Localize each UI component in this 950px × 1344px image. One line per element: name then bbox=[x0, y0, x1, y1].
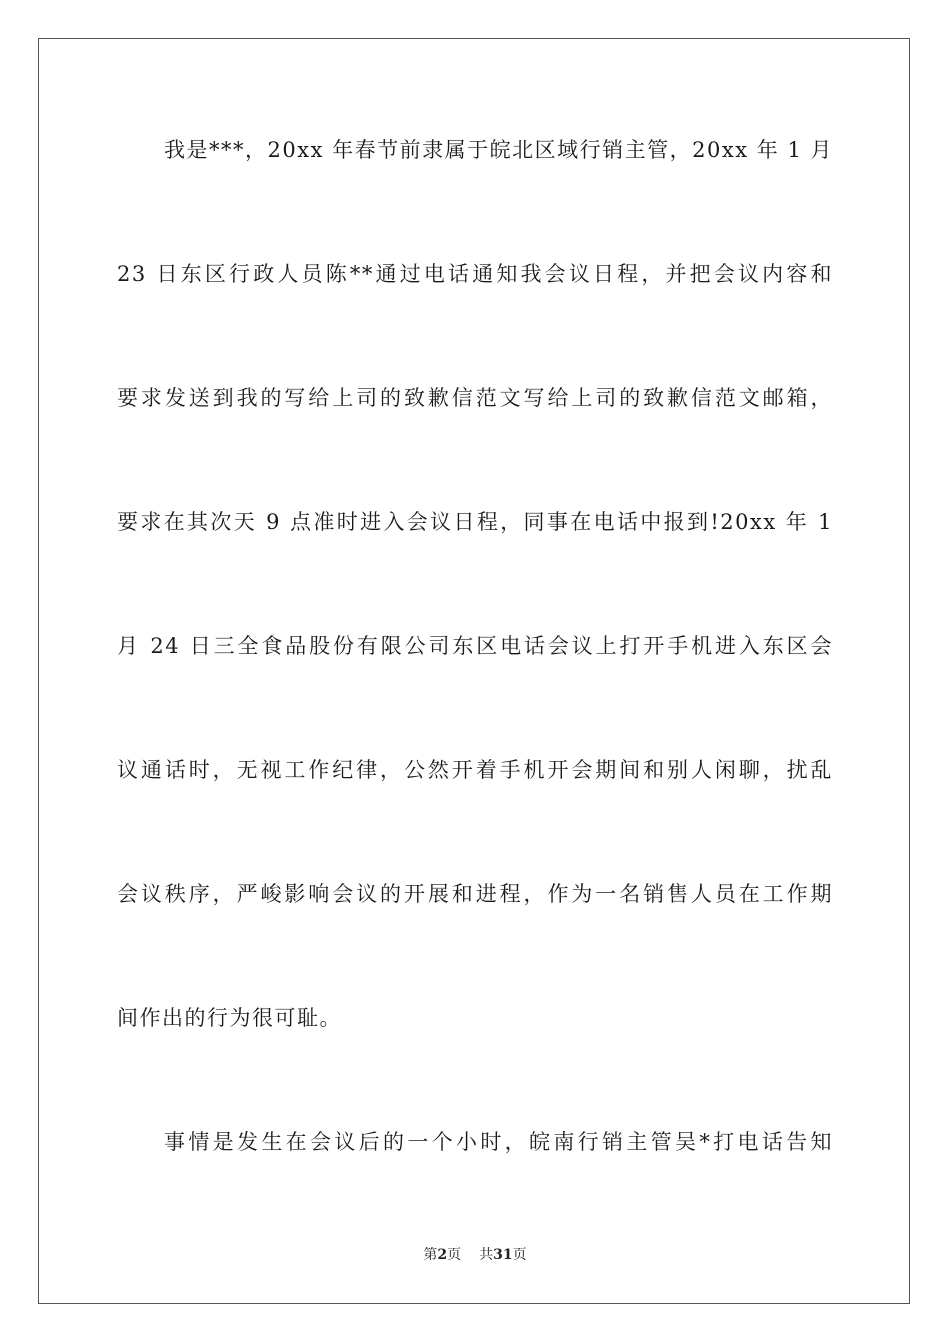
footer-current-page: 2 bbox=[437, 1247, 448, 1263]
footer-total-suffix: 页 bbox=[512, 1247, 527, 1263]
footer-total-prefix: 共 bbox=[479, 1247, 494, 1263]
paragraph-1-line-4: 要求在其次天 9 点准时进入会议日程，同事在电话中报到!20xx 年 1 bbox=[117, 510, 833, 534]
page-border bbox=[38, 38, 910, 1304]
paragraph-1-line-6: 议通话时，无视工作纪律，公然开着手机开会期间和别人闲聊，扰乱 bbox=[117, 758, 833, 782]
paragraph-1-line-1: 我是***，20xx 年春节前隶属于皖北区域行销主管，20xx 年 1 月 bbox=[164, 138, 833, 162]
paragraph-1-line-7: 会议秩序，严峻影响会议的开展和进程，作为一名销售人员在工作期 bbox=[117, 882, 833, 906]
paragraph-1-line-5: 月 24 日三全食品股份有限公司东区电话会议上打开手机进入东区会 bbox=[117, 634, 833, 658]
page-footer bbox=[0, 1245, 950, 1265]
paragraph-1-line-8: 间作出的行为很可耻。 bbox=[117, 1006, 342, 1030]
paragraph-2-line-1: 事情是发生在会议后的一个小时，皖南行销主管吴*打电话告知 bbox=[164, 1130, 833, 1154]
footer-total-pages: 31 bbox=[493, 1247, 513, 1263]
paragraph-1-line-3: 要求发送到我的写给上司的致歉信范文写给上司的致歉信范文邮箱， bbox=[117, 386, 833, 410]
paragraph-1-line-2: 23 日东区行政人员陈**通过电话通知我会议日程，并把会议内容和 bbox=[117, 262, 833, 286]
footer-page-prefix: 第 bbox=[423, 1247, 438, 1263]
footer-page-suffix: 页 bbox=[447, 1247, 462, 1263]
